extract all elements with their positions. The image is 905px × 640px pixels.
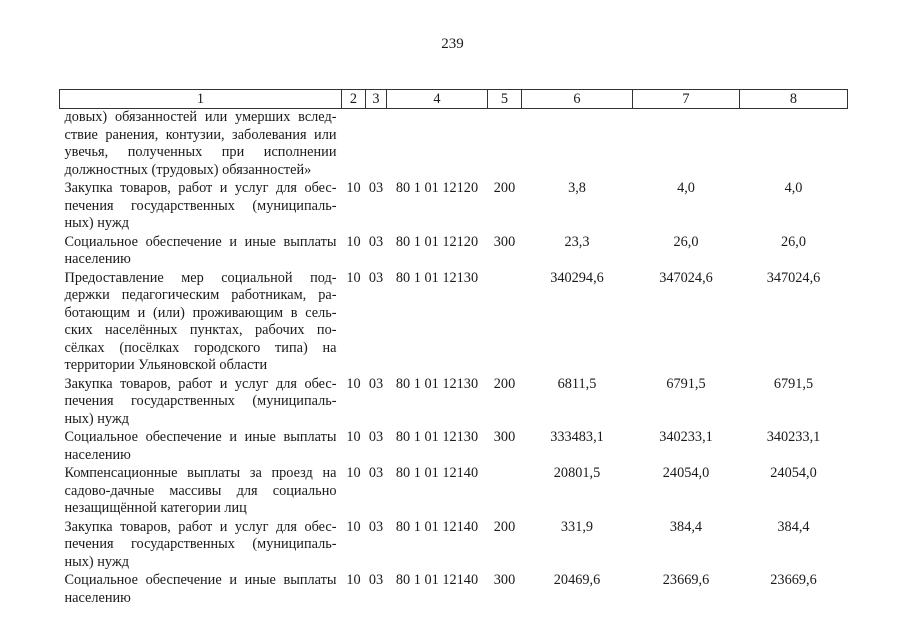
row-subsection: 03 xyxy=(368,375,384,392)
table-row xyxy=(60,429,848,465)
row-section: 10 xyxy=(346,233,361,250)
table-row xyxy=(60,234,848,270)
row-value-year-3: 384,4 xyxy=(777,518,810,535)
row-value-year-3: 340233,1 xyxy=(766,429,821,445)
header-cell-1: 1 xyxy=(60,90,342,109)
row-target-code: 80 1 01 12120 xyxy=(395,180,479,196)
row-expense-type xyxy=(488,109,522,181)
row-subsection: 03 xyxy=(368,518,384,535)
row-value-year-1: 3,8 xyxy=(568,180,586,196)
row-target-code: 80 1 01 12130 xyxy=(395,269,479,286)
row-value-year-1 xyxy=(522,109,633,181)
header-cell-8: 8 xyxy=(740,90,848,109)
row-value-year-1: 20469,6 xyxy=(553,572,601,588)
header-cell-6: 6 xyxy=(522,90,633,109)
row-subsection: 03 xyxy=(368,572,384,588)
row-value-year-3: 24054,0 xyxy=(770,465,817,481)
row-section: 10 xyxy=(346,465,361,481)
row-value-year-3: 26,0 xyxy=(780,233,807,250)
row-description: Закупка товаров, работ и услуг для обес-печения государственных (муниципаль-ных) нужд xyxy=(64,518,337,570)
row-target-code: 80 1 01 12140 xyxy=(395,518,479,535)
row-section: 10 xyxy=(346,572,361,588)
row-target-code: 80 1 01 12130 xyxy=(395,375,479,392)
row-value-year-2: 6791,5 xyxy=(666,375,706,392)
row-value-year-2: 4,0 xyxy=(677,180,695,196)
table-row xyxy=(60,180,848,234)
header-cell-2: 2 xyxy=(342,90,366,109)
row-expense-type xyxy=(488,270,522,376)
row-target-code: 80 1 01 12140 xyxy=(395,572,479,588)
row-subsection: 03 xyxy=(368,465,384,481)
row-subsection: 03 xyxy=(368,180,384,196)
row-value-year-2: 340233,1 xyxy=(659,429,713,445)
row-value-year-1: 333483,1 xyxy=(550,429,604,445)
row-expense-type: 200 xyxy=(493,375,516,392)
row-value-year-1: 23,3 xyxy=(564,233,590,250)
table-row xyxy=(60,270,848,376)
row-description: довых) обязанностей или умерших вслед-ствие ранения, контузии, заболевания или увечья, полученных при исполнении должностных (трудовых) обязанностей» xyxy=(64,109,337,178)
row-value-year-3: 4,0 xyxy=(784,180,803,196)
row-description: Социальное обеспечение и иные выплаты населению xyxy=(64,233,337,267)
budget-table xyxy=(59,89,848,608)
row-expense-type: 300 xyxy=(493,233,516,250)
row-value-year-1: 340294,6 xyxy=(550,269,604,286)
row-description: Компенсационные выплаты за проезд на садово-дачные массивы для социально незащищённой категории лиц xyxy=(64,465,337,516)
row-description: Социальное обеспечение и иные выплаты населению xyxy=(64,429,337,463)
row-description: Предоставление мер социальной под-держки педагогическим работникам, ра-ботающим и (или) проживающим в сель-ских населённых пунктах, рабочих по-сёлках (посёлках городского типа) на территории Ульяновской области xyxy=(64,269,337,373)
row-subsection: 03 xyxy=(368,269,384,286)
header-cell-5: 5 xyxy=(488,90,522,109)
row-subsection xyxy=(366,109,387,181)
table-row xyxy=(60,376,848,430)
table-row xyxy=(60,519,848,573)
table-row xyxy=(60,109,848,181)
row-value-year-3: 23669,6 xyxy=(770,572,817,588)
table-row xyxy=(60,572,848,608)
row-target-code xyxy=(387,109,488,181)
row-value-year-2: 347024,6 xyxy=(659,269,713,286)
row-description: Закупка товаров, работ и услуг для обес-печения государственных (муниципаль-ных) нужд xyxy=(64,180,337,231)
row-value-year-1: 331,9 xyxy=(560,518,594,535)
row-section: 10 xyxy=(346,375,361,392)
row-target-code: 80 1 01 12130 xyxy=(395,429,479,445)
row-section: 10 xyxy=(346,180,361,196)
header-cell-4: 4 xyxy=(387,90,488,109)
table-header xyxy=(60,90,848,109)
table-body xyxy=(60,109,848,609)
row-value-year-2: 24054,0 xyxy=(662,465,710,481)
row-value-year-1: 6811,5 xyxy=(557,375,597,392)
row-target-code: 80 1 01 12140 xyxy=(395,465,479,481)
row-description: Социальное обеспечение и иные выплаты населению xyxy=(64,572,337,606)
row-subsection: 03 xyxy=(368,233,384,250)
row-section: 10 xyxy=(346,269,361,286)
header-cell-7: 7 xyxy=(633,90,740,109)
row-value-year-3 xyxy=(740,109,848,181)
row-expense-type: 200 xyxy=(493,180,516,196)
row-target-code: 80 1 01 12120 xyxy=(395,233,479,250)
row-section: 10 xyxy=(346,429,361,445)
row-section: 10 xyxy=(346,518,361,535)
row-value-year-2 xyxy=(633,109,740,181)
row-expense-type xyxy=(488,465,522,519)
row-value-year-1: 20801,5 xyxy=(553,465,601,481)
row-description: Закупка товаров, работ и услуг для обес-печения государственных (муниципаль-ных) нужд xyxy=(64,375,337,427)
row-value-year-2: 26,0 xyxy=(673,233,699,250)
row-expense-type: 300 xyxy=(493,429,516,445)
row-section xyxy=(342,109,366,181)
row-value-year-2: 384,4 xyxy=(669,518,703,535)
row-expense-type: 300 xyxy=(493,572,516,588)
header-cell-3: 3 xyxy=(366,90,387,109)
row-subsection: 03 xyxy=(368,429,384,445)
row-expense-type: 200 xyxy=(493,518,516,535)
row-value-year-3: 6791,5 xyxy=(773,375,814,392)
row-value-year-2: 23669,6 xyxy=(662,572,710,588)
row-value-year-3: 347024,6 xyxy=(766,269,821,286)
page-number: 239 xyxy=(441,36,464,52)
table-row xyxy=(60,465,848,519)
